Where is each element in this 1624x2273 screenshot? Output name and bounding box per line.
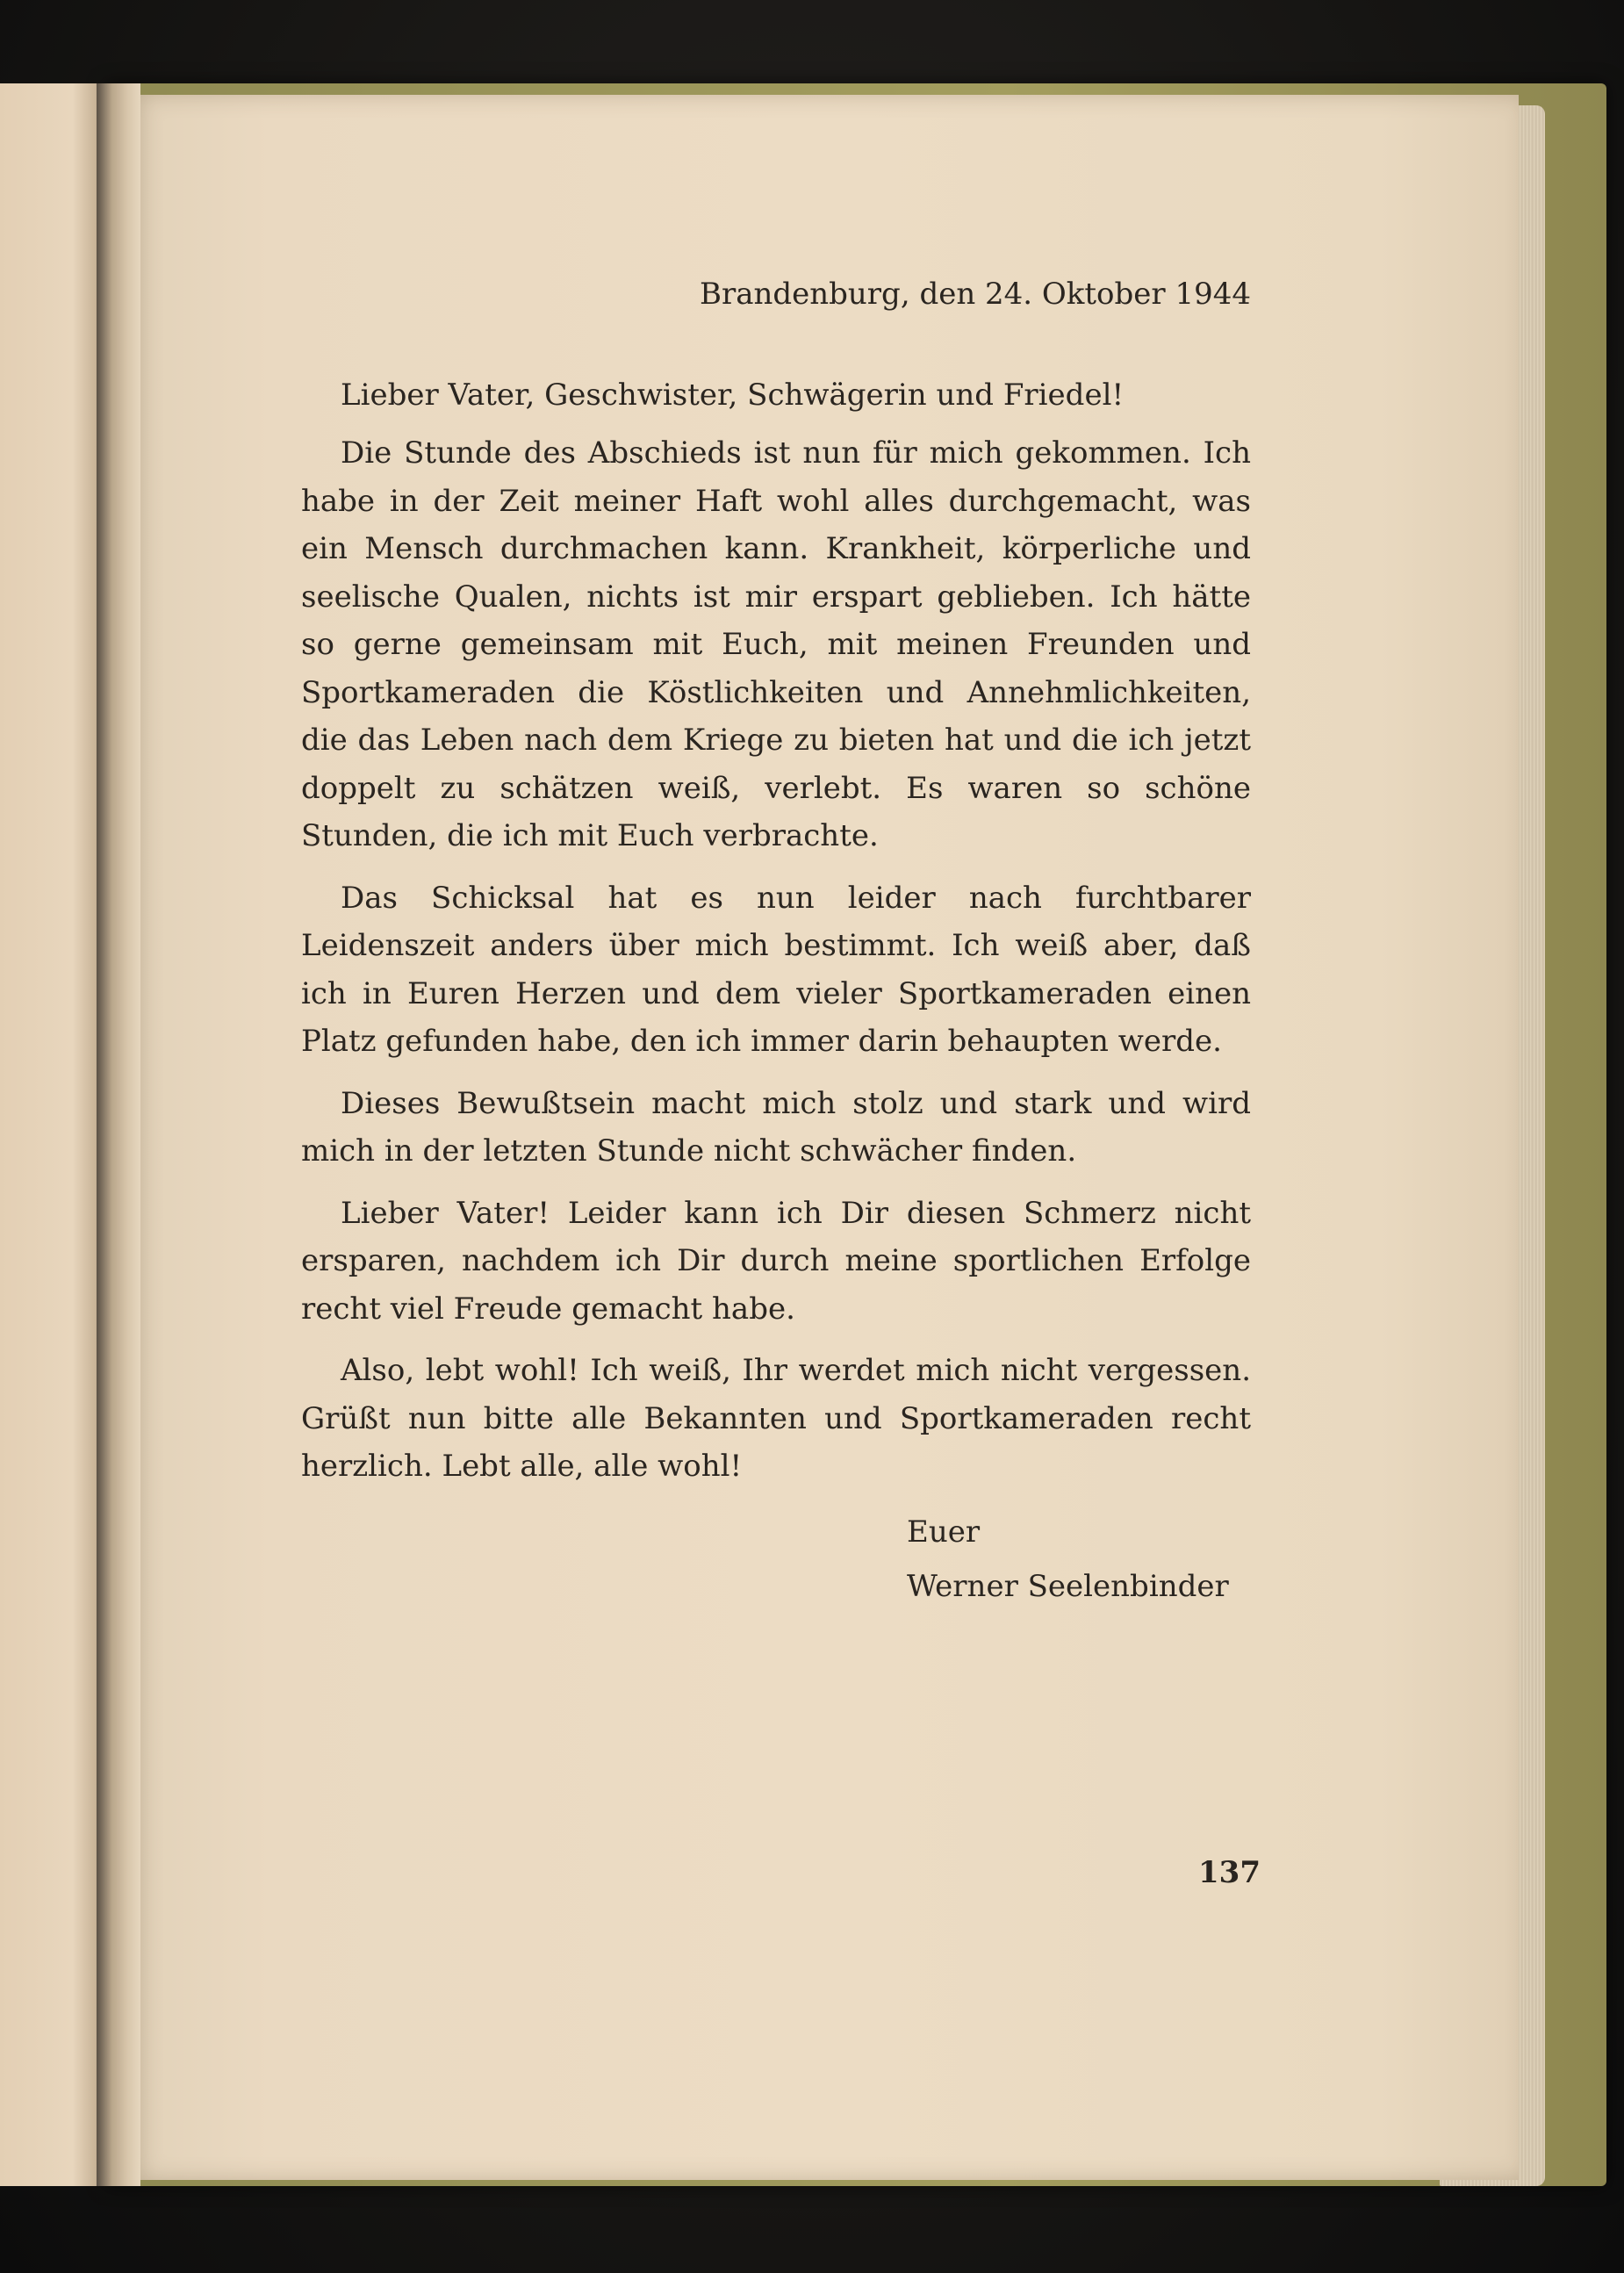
letter-paragraph-4: Lieber Vater! Leider kann ich Dir diesen Schmerz nicht ersparen, nachdem ich Dir durch meine sportlichen Erfolge recht viel Freude gemacht habe. [301, 1195, 1251, 1327]
letter-place-date: Brandenburg, den 24. Oktober 1944 [699, 277, 1251, 312]
letter-paragraph-1: Die Stunde des Abschieds ist nun für mich gekommen. Ich habe in der Zeit meiner Haft wohl alles durchgemacht, was ein Mensch durchmachen kann. Krankheit, körperliche und seelische Qualen, nichts ist mir erspart geblieben. Ich hätte so gerne gemeinsam mit Euch, mit meinen Freunden und Sportkameraden die Köstlichkeiten und Annehmlichkeiten, die das Leben nach dem Kriege zu bieten hat und die ich jetzt doppelt zu schätzen weiß, verlebt. Es waren so schöne Stunden, die ich mit Euch verbrachte. [301, 435, 1251, 853]
right-page [132, 95, 1519, 2180]
letter-closing-block [907, 1505, 1251, 1614]
letter-closing: Euer [907, 1514, 981, 1550]
letter-paragraph-3: Dieses Bewußtsein macht mich stolz und stark und wird mich in der letzten Stunde nicht schwächer finden. [301, 1085, 1251, 1169]
book-gutter [97, 83, 140, 2186]
letter-paragraph-2: Das Schicksal hat es nun leider nach furchtbarer Leidenszeit anders über mich bestimmt. Ich weiß aber, daß ich in Euren Herzen und dem vieler Sportkameraden einen Platz gefunden habe, den ich immer darin behaupten werde. [301, 880, 1251, 1059]
letter-signature: Werner Seelenbinder [907, 1568, 1229, 1604]
left-page-edge [0, 83, 104, 2186]
page-number: 137 [1198, 1855, 1261, 1890]
letter-text [301, 270, 1251, 1614]
letter-paragraph-5: Also, lebt wohl! Ich weiß, Ihr werdet mich nicht vergessen. Grüßt nun bitte alle Bekannten und Sportkameraden recht herzlich. Lebt alle, alle wohl! [301, 1353, 1251, 1484]
letter-salutation: Lieber Vater, Geschwister, Schwägerin und Friedel! [341, 377, 1125, 413]
